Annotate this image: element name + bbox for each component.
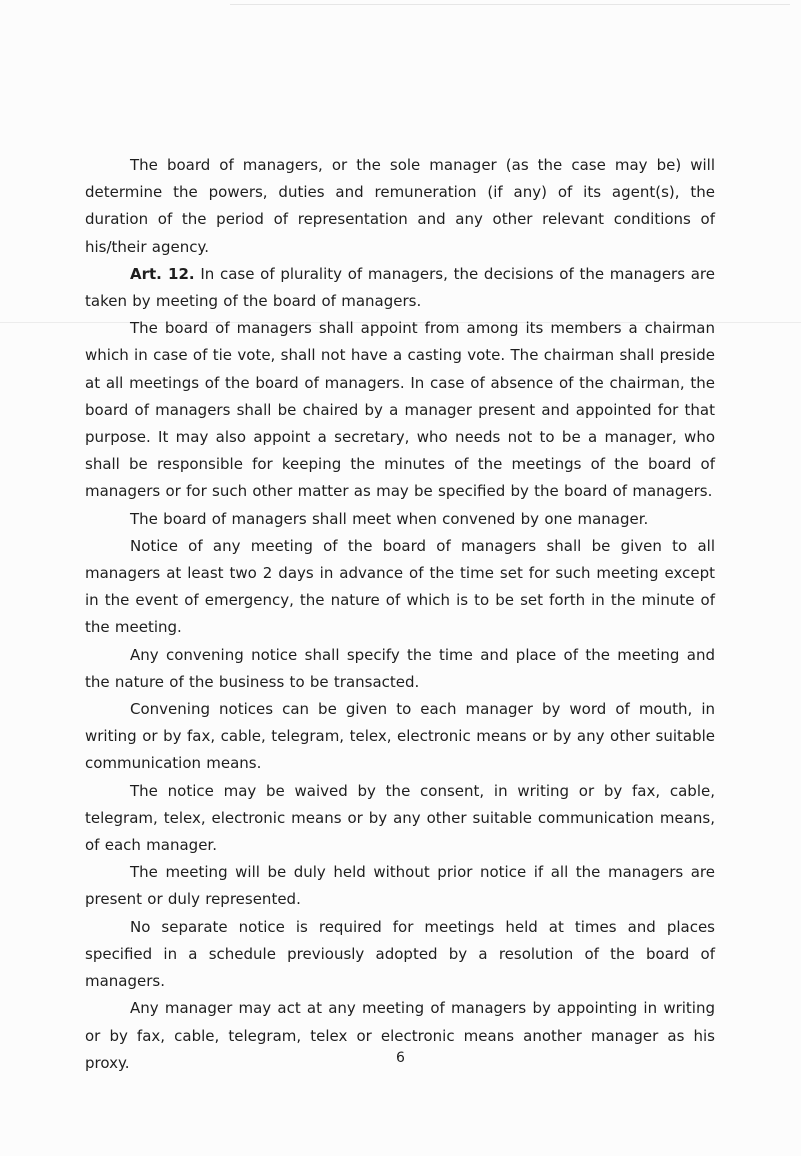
paragraph-meeting-convened — [85, 506, 715, 533]
paragraph-text: Any manager may act at any meeting of managers by appointing in writing or by fax, cable, telegram, telex or electronic means another manager as his proxy. — [85, 999, 715, 1072]
paragraph-notice-means — [85, 696, 715, 778]
paragraph-notice-of-meeting — [85, 533, 715, 642]
paragraph-text: Convening notices can be given to each manager by word of mouth, in writing or by fax, cable, telegram, telex, electronic means or by any other suitable communication means. — [85, 700, 715, 773]
paragraph-text: No separate notice is required for meetings held at times and places specified in a schedule previously adopted by a resolution of the board of managers. — [85, 917, 715, 991]
paragraph-article-12 — [85, 261, 715, 315]
paragraph-text: The board of managers shall appoint from among its members a chairman which in case of tie vote, shall not have a casting vote. The chairman shall preside at all meetings of the board of managers. In case of absence of the chairman, the board of managers shall be chaired by a manager present and appointed for that purpose. It may also appoint a secretary, who needs not to be a manager, who shall be responsible for keeping the minutes of the meetings of the board of managers or for such other matter as may be specified by the board of managers. — [85, 319, 715, 501]
paragraph-text: Notice of any meeting of the board of managers shall be given to all managers at least two 2 days in advance of the time set for such meeting except in the event of emergency, the nature of which is to be set forth in the minute of the meeting. — [85, 536, 715, 637]
scan-artifact-top — [230, 4, 790, 5]
article-label: Art. 12. — [130, 264, 195, 283]
paragraph-meeting-without-notice — [85, 859, 715, 913]
paragraph-text: In case of plurality of managers, the decisions of the managers are taken by meeting of the board of managers. — [85, 264, 716, 311]
paragraph-text: Any convening notice shall specify the time and place of the meeting and the nature of the business to be transacted. — [85, 645, 715, 691]
paragraph-convening-notice — [85, 642, 715, 696]
paragraph-text: The notice may be waived by the consent, in writing or by fax, cable, telegram, telex, electronic means or by any other suitable communication means, of each manager. — [85, 781, 715, 855]
paragraph-text: The board of managers, or the sole manager (as the case may be) will determine the powers, duties and remuneration (if any) of its agent(s), the duration of the period of representation and any other relevant conditions of his/their agency. — [85, 156, 715, 256]
paragraph-notice-waiver — [85, 778, 715, 860]
paragraph-agent-powers — [85, 152, 715, 261]
paragraph-text: The board of managers shall meet when convened by one manager. — [130, 509, 649, 528]
paragraph-text: The meeting will be duly held without prior notice if all the managers are present or duly represented. — [85, 863, 715, 909]
page-number: 6 — [396, 1050, 405, 1066]
paragraph-chairman — [85, 315, 715, 505]
document-body — [85, 152, 715, 1077]
paragraph-scheduled-meetings — [85, 914, 715, 996]
